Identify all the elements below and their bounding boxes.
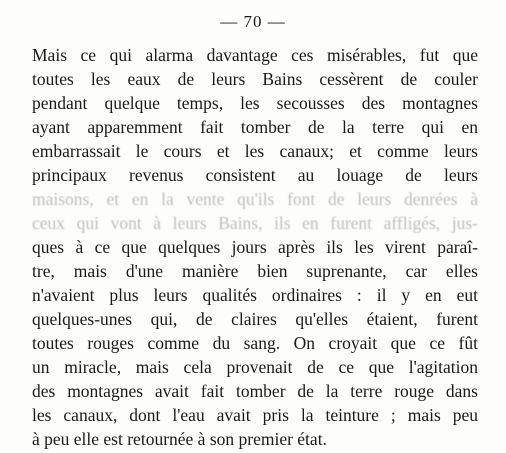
text-line-14: un miracle, mais cela provenait de ce que l'agitation [32, 357, 478, 377]
text-line-10: tre, mais d'une manière bien suprenante, car elles [32, 261, 478, 281]
text-line-11: n'avaient plus leurs qualités ordinaires : il y en eut [32, 285, 478, 305]
page-number: — 70 — [220, 12, 286, 31]
text-line-8: ceux qui vont à leurs Bains, ils en furent affligés, jus- [32, 213, 478, 233]
text-line-17: à peu elle est retournée à son premier état. [32, 429, 327, 449]
text-line-7: maisons, et en la vente qu'ils font de leurs denrées à [32, 189, 478, 209]
text-line-9: ques à ce que quelques jours après ils les virent paraî- [32, 237, 478, 257]
text-line-3: pendant quelque temps, les secousses des montagnes [32, 93, 478, 113]
text-line-6: principaux revenus consistent au louage de leurs [32, 165, 478, 185]
text-line-13: toutes rouges comme du sang. On croyait que ce fût [32, 333, 478, 353]
body-paragraph [32, 43, 478, 451]
text-line-16: les canaux, dont l'eau avait pris la teinture ; mais peu [32, 405, 478, 425]
text-line-5: embarrassait le cours et les canaux; et comme leurs [32, 141, 478, 161]
text-line-15: des montagnes avait fait tomber de la terre rouge dans [32, 381, 478, 401]
text-line-2: toutes les eaux de leurs Bains cessèrent de couler [32, 69, 478, 89]
text-line-1: Mais ce qui alarma davantage ces misérables, fut que [32, 45, 478, 65]
text-line-4: ayant apparemment fait tomber de la terre qui en [32, 117, 478, 137]
text-line-12: quelques-unes qui, de claires qu'elles étaient, furent [32, 309, 478, 329]
